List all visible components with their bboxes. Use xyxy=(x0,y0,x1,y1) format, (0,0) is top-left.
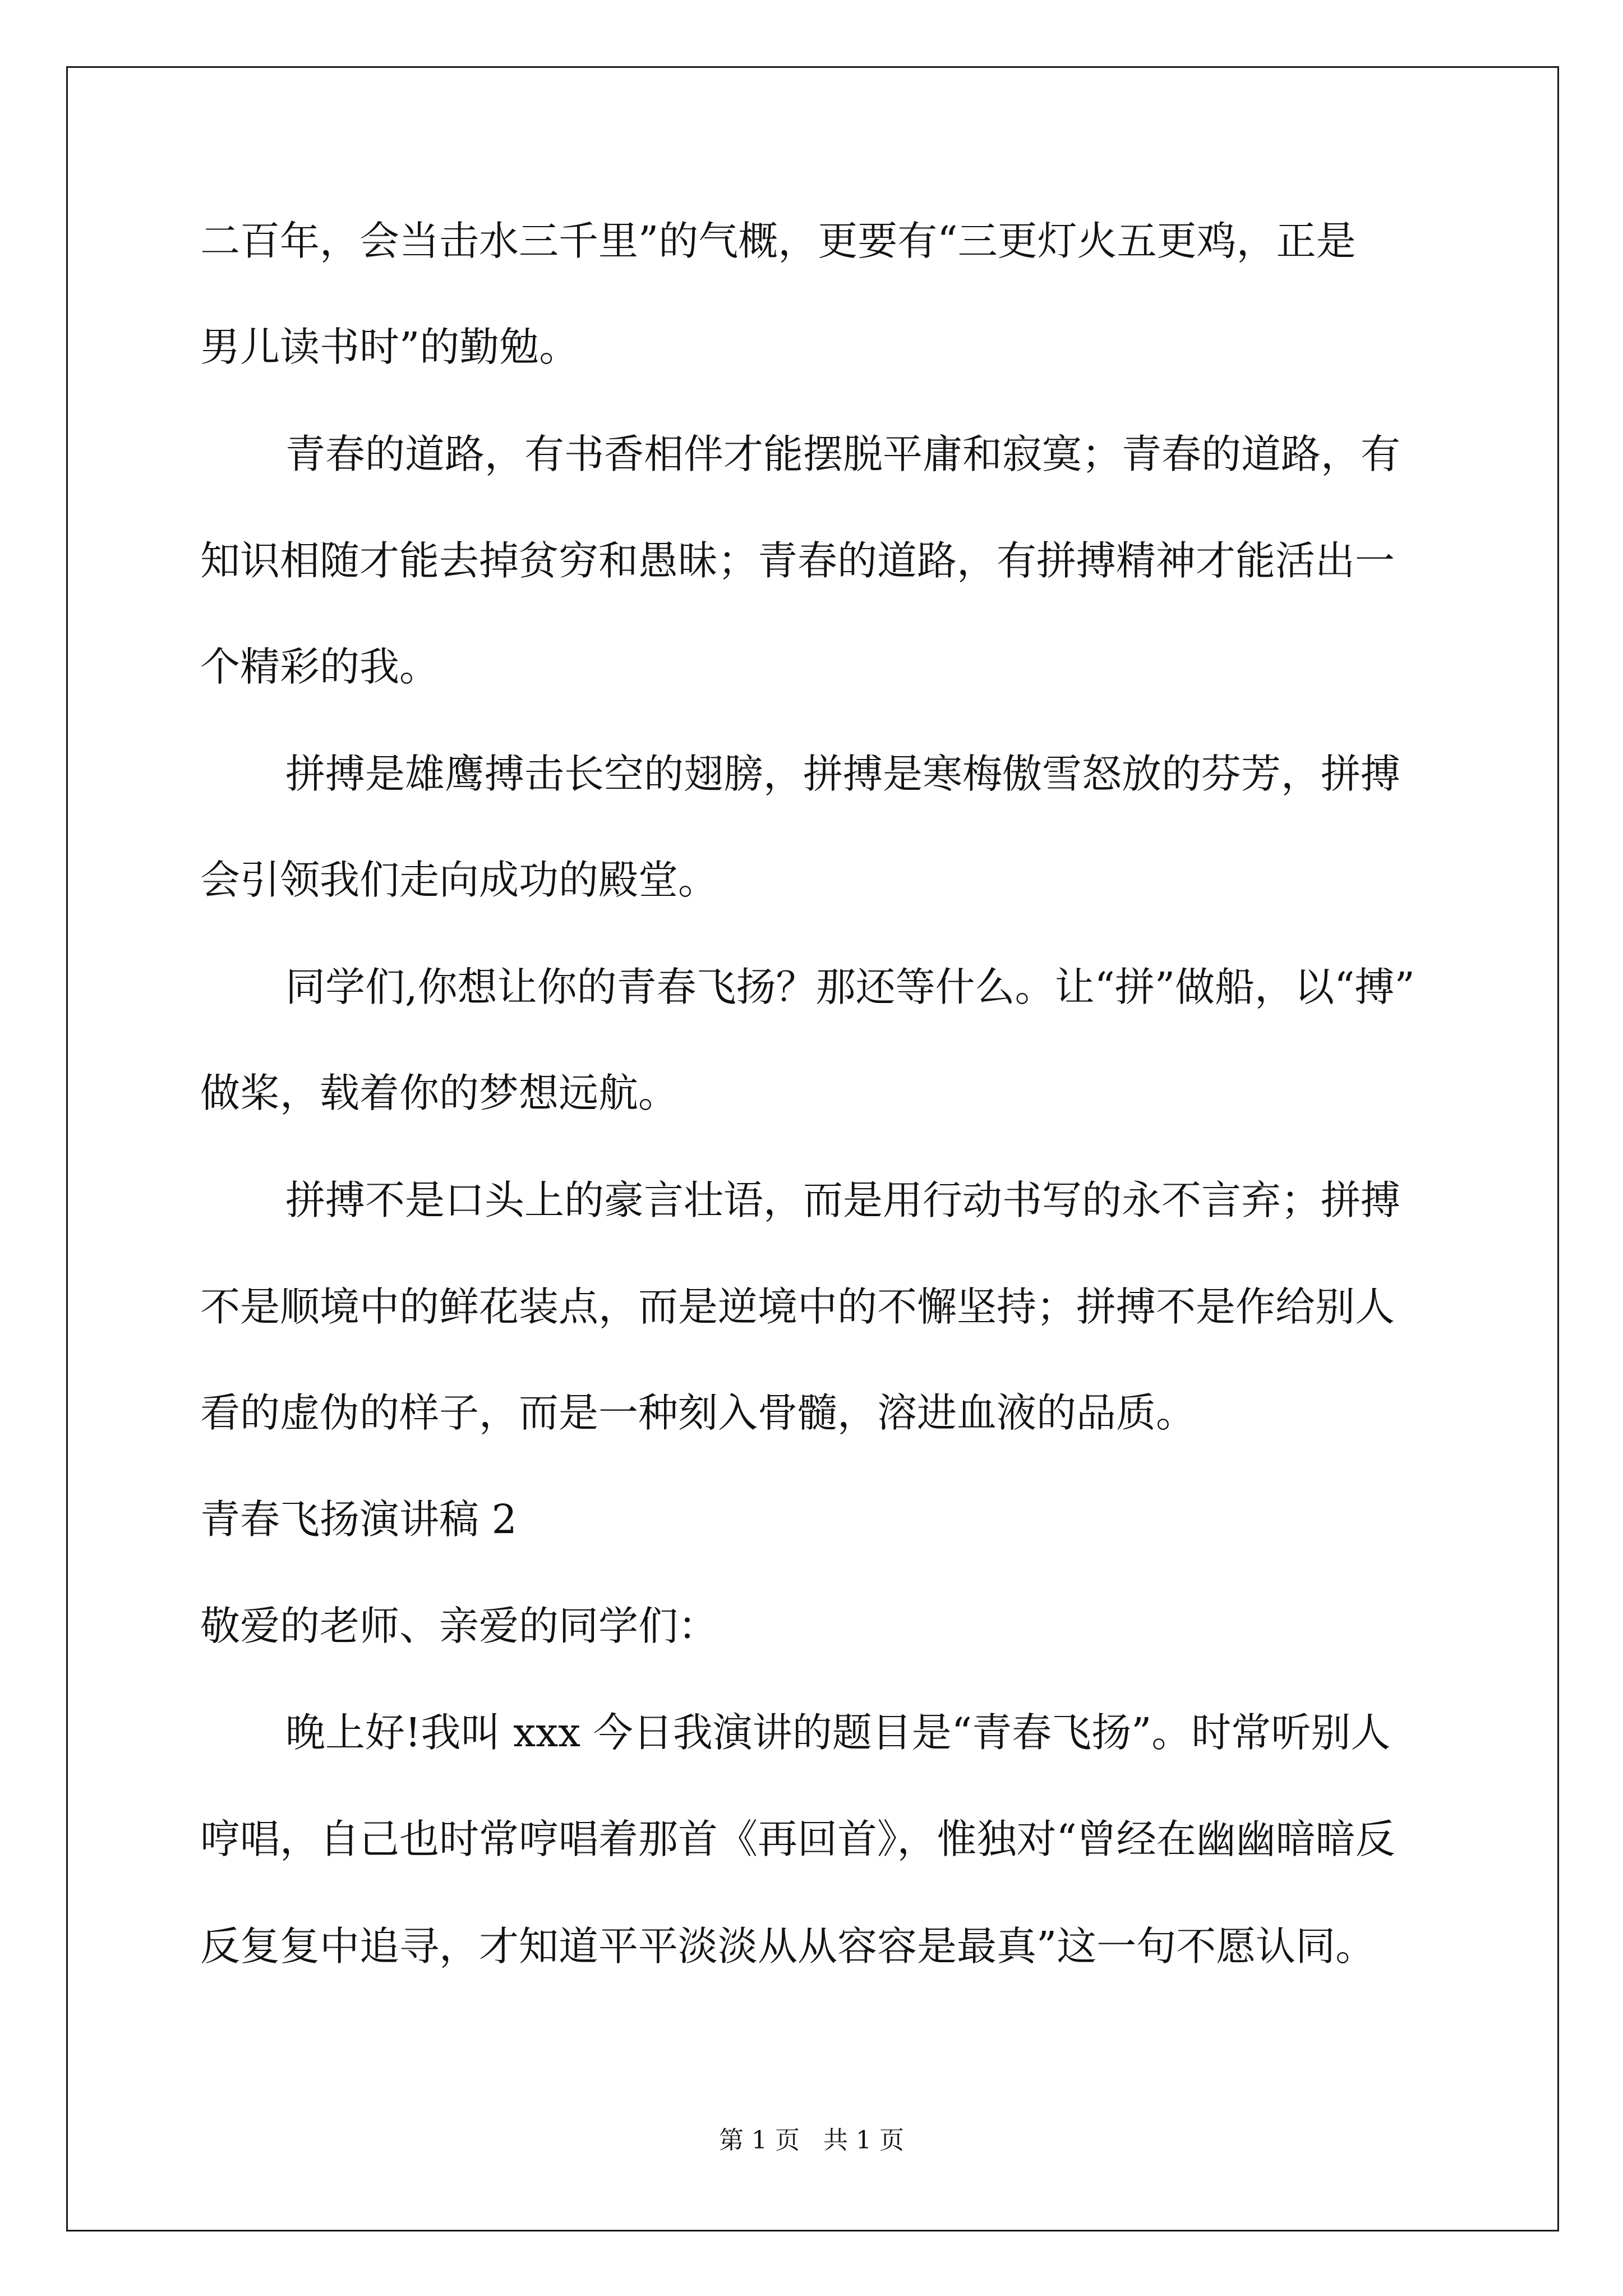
text-line: 个精彩的我。 xyxy=(200,643,440,690)
page-number-footer: 第 1 页 共 1 页 xyxy=(719,2126,904,2155)
text-line: 看的虚伪的样子，而是一种刻入骨髓，溶进血液的品质。 xyxy=(200,1389,1196,1436)
text-line: 会引领我们走向成功的殿堂。 xyxy=(200,857,718,903)
text-line: 二百年，会当击水三千里”的气概，更要有“三更灯火五更鸡，正是 xyxy=(200,218,1356,264)
page-border xyxy=(66,66,1559,2231)
section-heading: 青春飞扬演讲稿 2 xyxy=(200,1496,517,1543)
paragraph-start-line: 拼搏不是口头上的豪言壮语，而是用行动书写的永不言弃；拼搏 xyxy=(285,1177,1401,1223)
text-line: 反复复中追寻，才知道平平淡淡从从容容是最真”这一句不愿认同。 xyxy=(200,1923,1376,1970)
text-line: 哼唱，自己也时常哼唱着那首《再回首》，惟独对“曾经在幽幽暗暗反 xyxy=(200,1816,1395,1862)
paragraph-start-line: 拼搏是雄鹰搏击长空的翅膀，拼搏是寒梅傲雪怒放的芬芳，拼搏 xyxy=(285,751,1401,797)
text-line: 不是顺境中的鲜花装点，而是逆境中的不懈坚持；拼搏不是作给别人 xyxy=(200,1283,1395,1330)
text-line: 做桨，载着你的梦想远航。 xyxy=(200,1070,679,1116)
text-line: 男儿读书时”的勤勉。 xyxy=(200,324,579,370)
paragraph-start-line: 晚上好!我叫 xxx 今日我演讲的题目是“青春飞扬”。时常听别人 xyxy=(285,1709,1391,1756)
text-line: 知识相随才能去掉贫穷和愚昧；青春的道路，有拼搏精神才能活出一 xyxy=(200,537,1395,584)
paragraph-start-line: 同学们,你想让你的青春飞扬？那还等什么。让“拼”做船，以“搏” xyxy=(285,964,1415,1010)
salutation-line: 敬爱的老师、亲爱的同学们： xyxy=(200,1603,718,1649)
paragraph-start-line: 青春的道路，有书香相伴才能摆脱平庸和寂寞；青春的道路，有 xyxy=(285,431,1401,477)
